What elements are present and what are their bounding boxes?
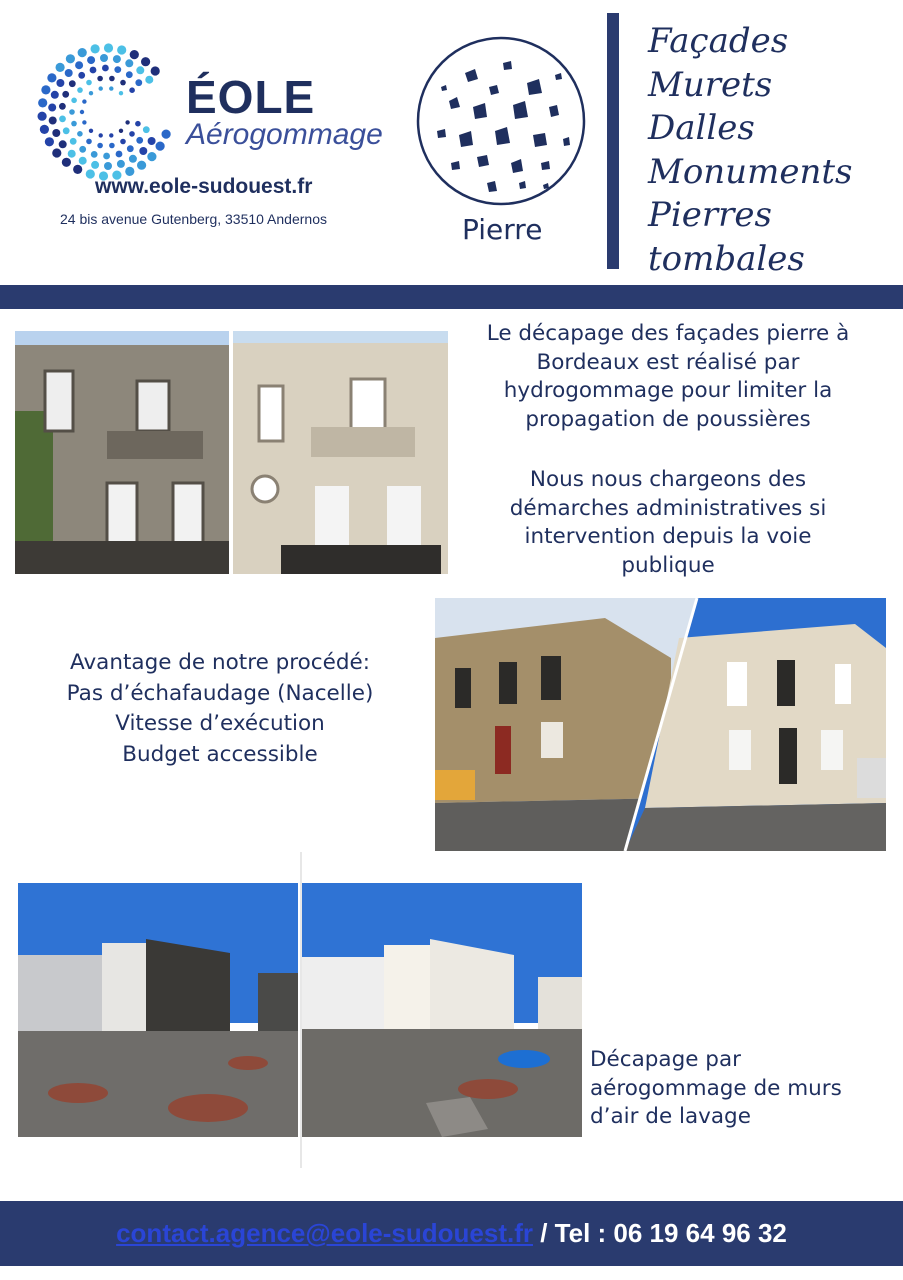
service-item: tombales xyxy=(648,238,805,279)
admin-line: Nous nous chargeons des xyxy=(529,467,807,492)
admin-line: démarches administratives si xyxy=(509,495,827,521)
advantage-line: Avantage de notre procédé: xyxy=(70,650,370,675)
phone-text: / Tel : 06 19 64 96 32 xyxy=(532,1218,787,1248)
company-address: 24 bis avenue Gutenberg, 33510 Andernos xyxy=(60,211,327,227)
header-divider xyxy=(607,13,619,269)
intro-line: Bordeaux est réalisé par xyxy=(536,349,800,375)
brand-name: ÉOLE xyxy=(186,71,316,123)
service-item: Dalles xyxy=(648,108,755,148)
advantage-line: Budget accessible xyxy=(122,741,318,767)
footer-contact xyxy=(0,1218,903,1249)
material-label: Pierre xyxy=(462,213,543,246)
stone-pattern-icon xyxy=(415,35,587,207)
service-item: Façades xyxy=(648,21,789,61)
intro-line: Le décapage des façades pierre à xyxy=(486,321,850,346)
advantage-line: Vitesse d’exécution xyxy=(115,711,325,736)
admin-paragraph xyxy=(458,466,878,580)
caption-line: Décapage par xyxy=(590,1047,741,1072)
service-item: Murets xyxy=(648,64,773,105)
advantages-paragraph xyxy=(40,648,400,770)
caption-line: d’air de lavage xyxy=(590,1104,751,1130)
email-link[interactable]: contact.agence@eole-sudouest.fr xyxy=(116,1218,533,1248)
walls-caption xyxy=(590,1046,895,1132)
building-before-after-photo xyxy=(435,598,886,851)
facade-before-after-photo xyxy=(15,331,448,574)
services-list xyxy=(648,20,898,281)
caption-line: aérogommage de murs xyxy=(590,1075,842,1101)
intro-paragraph xyxy=(458,320,878,434)
brand-subtitle: Aérogommage xyxy=(186,118,383,151)
walls-before-after-photo xyxy=(18,883,582,1137)
intro-line: propagation de poussières xyxy=(525,406,811,432)
admin-line: publique xyxy=(621,552,715,578)
advantage-line: Pas d’échafaudage (Nacelle) xyxy=(66,680,374,706)
service-item: Monuments xyxy=(648,151,853,192)
intro-line: hydrogommage pour limiter la xyxy=(503,378,833,404)
eole-logo-icon xyxy=(36,42,176,182)
header-band xyxy=(0,285,903,309)
website-link[interactable]: www.eole-sudouest.fr xyxy=(95,175,313,198)
admin-line: intervention depuis la voie xyxy=(524,524,812,550)
service-item: Pierres xyxy=(648,195,772,235)
